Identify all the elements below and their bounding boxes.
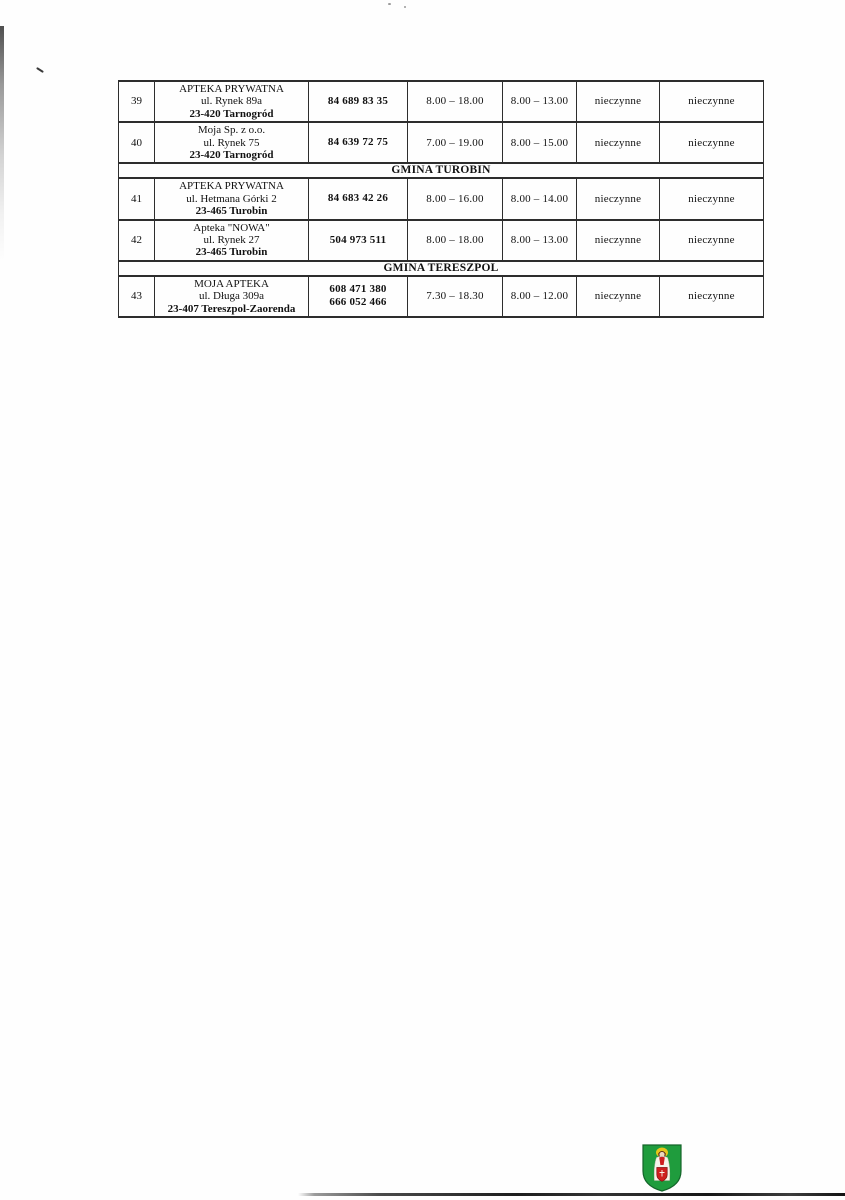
pharmacy-name-address <box>155 276 309 317</box>
hours-weekday: 7.00 – 19.00 <box>408 122 503 163</box>
scan-bottom-line <box>298 1193 845 1196</box>
pharmacy-name: Moja Sp. z o.o. <box>197 124 266 137</box>
table-row <box>119 81 764 122</box>
scan-speck <box>388 3 391 5</box>
table-row <box>119 178 764 219</box>
pharmacy-phone: 84 639 72 75 <box>309 122 408 163</box>
hours-holiday: nieczynne <box>660 81 764 122</box>
table-row <box>119 122 764 163</box>
pharmacy-postal-city: 23-465 Turobin <box>195 246 268 259</box>
pharmacy-phone: 504 973 511 <box>309 220 408 261</box>
hours-weekday: 7.30 – 18.30 <box>408 276 503 317</box>
hours-saturday: 8.00 – 13.00 <box>503 81 577 122</box>
pharmacy-name: MOJA APTEKA <box>194 277 269 290</box>
pharmacy-name-address <box>155 178 309 219</box>
hours-saturday: 8.00 – 12.00 <box>503 276 577 317</box>
table-row <box>119 220 764 261</box>
pharmacy-name: APTEKA PRYWATNA <box>179 83 284 95</box>
section-header: GMINA TUROBIN <box>119 163 764 178</box>
row-number: 40 <box>119 122 155 163</box>
pharmacy-street: ul. Hetmana Górki 2 <box>186 192 277 205</box>
pharmacy-phone: 608 471 380 666 052 466 <box>309 276 408 317</box>
pharmacy-name: APTEKA PRYWATNA <box>179 180 284 193</box>
pharmacy-name-address <box>155 122 309 163</box>
scan-edge-streak <box>0 26 4 261</box>
hours-sunday: nieczynne <box>577 81 660 122</box>
pharmacy-street: ul. Rynek 89a <box>201 95 262 108</box>
scan-speck <box>404 6 406 8</box>
pharmacy-postal-city: 23-465 Turobin <box>195 205 268 218</box>
hours-saturday: 8.00 – 14.00 <box>503 178 577 219</box>
coat-of-arms-icon <box>641 1143 683 1193</box>
table-row <box>119 276 764 317</box>
pharmacy-name-address <box>155 220 309 261</box>
section-header-row <box>119 261 764 276</box>
pharmacy-name-address <box>155 81 309 122</box>
pharmacy-street: ul. Rynek 75 <box>203 136 260 149</box>
hours-saturday: 8.00 – 13.00 <box>503 220 577 261</box>
hours-sunday: nieczynne <box>577 220 660 261</box>
pharmacy-table <box>118 80 764 318</box>
hours-weekday: 8.00 – 18.00 <box>408 220 503 261</box>
pharmacy-street: ul. Rynek 27 <box>203 234 260 247</box>
hours-sunday: nieczynne <box>577 178 660 219</box>
pharmacy-phone: 84 683 42 26 <box>309 178 408 219</box>
hours-sunday: nieczynne <box>577 122 660 163</box>
pharmacy-street: ul. Długa 309a <box>198 290 265 303</box>
section-header: GMINA TERESZPOL <box>119 261 764 276</box>
hours-holiday: nieczynne <box>660 122 764 163</box>
pharmacy-postal-city: 23-420 Tarnogród <box>189 149 274 162</box>
row-number: 41 <box>119 178 155 219</box>
row-number: 39 <box>119 81 155 122</box>
pharmacy-name: Apteka "NOWA" <box>193 221 270 234</box>
hours-saturday: 8.00 – 15.00 <box>503 122 577 163</box>
pharmacy-postal-city: 23-407 Tereszpol-Zaorenda <box>167 302 296 315</box>
scan-stray-mark <box>36 67 44 73</box>
row-number: 42 <box>119 220 155 261</box>
section-header-row <box>119 163 764 178</box>
hours-sunday: nieczynne <box>577 276 660 317</box>
hours-holiday: nieczynne <box>660 178 764 219</box>
hours-weekday: 8.00 – 18.00 <box>408 81 503 122</box>
hours-holiday: nieczynne <box>660 220 764 261</box>
pharmacy-postal-city: 23-420 Tarnogród <box>189 107 274 120</box>
row-number: 43 <box>119 276 155 317</box>
hours-holiday: nieczynne <box>660 276 764 317</box>
hours-weekday: 8.00 – 16.00 <box>408 178 503 219</box>
pharmacy-phone: 84 689 83 35 <box>309 81 408 122</box>
